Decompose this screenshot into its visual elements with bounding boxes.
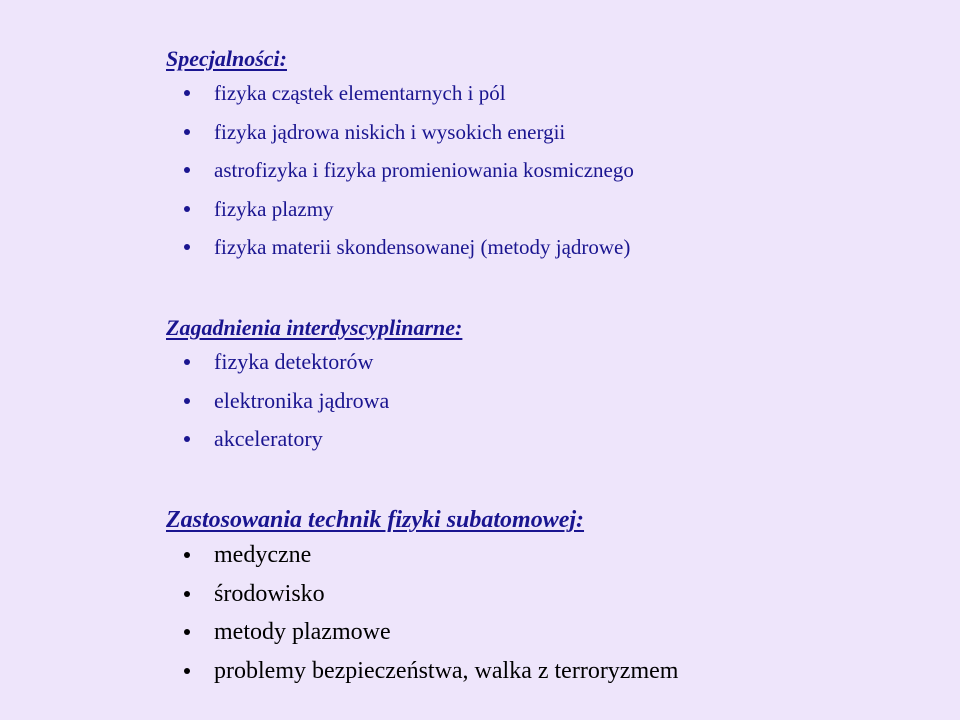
list-item <box>166 613 678 652</box>
section-zagadnienia <box>166 313 462 459</box>
list-item <box>166 652 678 691</box>
bullet-icon <box>184 436 190 442</box>
bullet-icon <box>184 591 190 597</box>
list-item-text: fizyka cząstek elementarnych i pól <box>214 81 506 105</box>
list-item-text: metody plazmowe <box>214 619 391 645</box>
list-item <box>166 228 634 267</box>
list-item <box>166 113 634 152</box>
bullet-icon <box>184 167 190 173</box>
bullet-list <box>166 343 462 459</box>
list-item-text: fizyka materii skondensowanej (metody jądrowe) <box>214 235 631 259</box>
bullet-icon <box>184 552 190 558</box>
section-heading: Zastosowania technik fizyki subatomowej: <box>166 507 585 533</box>
bullet-icon <box>184 90 190 96</box>
list-item <box>166 536 678 575</box>
list-item <box>166 151 634 190</box>
list-item-text: fizyka detektorów <box>214 349 374 374</box>
list-item <box>166 74 634 113</box>
bullet-icon <box>184 359 190 365</box>
list-item-text: środowisko <box>214 580 325 607</box>
section-specjalnosci <box>166 44 634 267</box>
list-item <box>166 343 462 382</box>
list-item <box>166 420 462 459</box>
list-item-text: elektronika jądrowa <box>214 387 390 413</box>
bullet-list <box>166 536 678 690</box>
section-zastosowania <box>166 504 678 690</box>
bullet-icon <box>184 244 190 250</box>
bullet-icon <box>184 129 190 135</box>
list-item-text: astrofizyka i fizyka promieniowania kosmicznego <box>214 158 634 182</box>
list-item-text: fizyka plazmy <box>214 196 334 221</box>
list-item-text: akceleratory <box>214 426 323 451</box>
list-item <box>166 382 462 421</box>
list-item <box>166 190 634 229</box>
bullet-list <box>166 74 634 267</box>
list-item-text: problemy bezpieczeństwa, walka z terroryzmem <box>214 657 679 684</box>
bullet-icon <box>184 629 190 635</box>
section-heading: Specjalności: <box>166 46 287 71</box>
list-item <box>166 575 678 614</box>
list-item-text: medyczne <box>214 542 312 568</box>
section-heading: Zagadnienia interdyscyplinarne: <box>166 315 463 340</box>
bullet-icon <box>184 398 190 404</box>
bullet-icon <box>184 206 190 212</box>
list-item-text: fizyka jądrowa niskich i wysokich energii <box>214 119 566 144</box>
bullet-icon <box>184 668 190 674</box>
